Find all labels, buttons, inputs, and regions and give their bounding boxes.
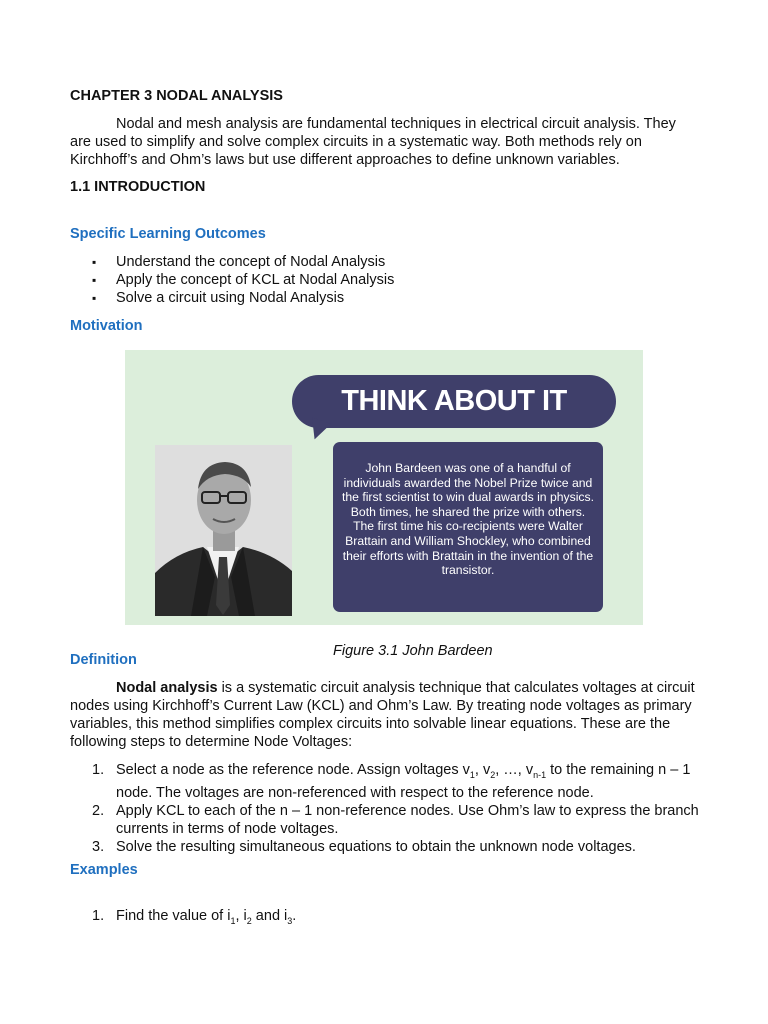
list-item: ▪ Apply the concept of KCL at Nodal Analysis [70, 271, 394, 289]
step-text: Solve the resulting simultaneous equations to obtain the unknown node voltages. [116, 838, 636, 855]
figure-caption: Figure 3.1 John Bardeen [333, 643, 493, 659]
step-text: , v [474, 762, 491, 778]
examples-heading: Examples [70, 862, 138, 878]
example-text: , i [235, 908, 247, 924]
examples-list [70, 907, 700, 930]
bubble-text: THINK ABOUT IT [341, 385, 567, 417]
step-text: to the remaining n – 1 node. The voltages are non-referenced with respect to the reference node. [116, 762, 691, 801]
definition-text: is a systematic circuit analysis technique that calculates voltages at circuit nodes using Kirchhoff’s Current Law (KCL) and Ohm’s Law. By treating node voltages as primary variables, this method simplifies complex circuits into solvable linear equations. These are the following steps to determine Node Voltages: [70, 680, 695, 750]
learning-outcomes-list [70, 253, 394, 307]
learning-outcomes-heading: Specific Learning Outcomes [70, 226, 266, 242]
chapter-title: CHAPTER 3 NODAL ANALYSIS [70, 88, 283, 104]
list-item: ▪ Solve a circuit using Nodal Analysis [70, 289, 394, 307]
intro-paragraph: Nodal and mesh analysis are fundamental techniques in electrical circuit analysis. They are used to simplify and solve complex circuits in a systematic way. Both methods rely on Kirchhoff’s and Ohm’s laws but use different approaches to define unknown variables. [70, 116, 676, 168]
list-item: ▪ Understand the concept of Nodal Analysis [70, 253, 394, 271]
subscript: 2 [246, 915, 252, 926]
subscript: 1 [230, 915, 236, 926]
section-heading: 1.1 INTRODUCTION [70, 179, 206, 195]
step-number: 1. [92, 762, 105, 778]
steps-list [70, 761, 700, 856]
list-item [70, 907, 700, 930]
example-text: and i [251, 908, 288, 924]
portrait-illustration [155, 445, 292, 616]
subscript: n-1 [533, 769, 547, 780]
list-item [70, 838, 700, 856]
step-text: Apply KCL to each of the n – 1 non-reference nodes. Use Ohm’s law to express the branch currents in terms of node voltages. [116, 802, 699, 837]
subscript: 1 [469, 769, 475, 780]
think-about-it-bubble [292, 375, 616, 428]
portrait-photo [155, 445, 292, 616]
info-box: John Bardeen was one of a handful of individuals awarded the Nobel Prize twice and the first scientist to win dual awards in physics. Both times, he shared the prize with others. The first time his co-recipients were Walter Brattain and William Shockley, who combined their efforts with Brattain in the invention of the transistor. [333, 442, 603, 612]
definition-paragraph [70, 679, 700, 751]
list-item [70, 761, 700, 802]
figure-john-bardeen [125, 350, 643, 625]
subscript: 3 [287, 915, 293, 926]
example-number: 1. [92, 908, 105, 924]
example-text: Find the value of i [116, 908, 231, 924]
list-item [70, 802, 700, 838]
step-number: 2. [92, 802, 105, 819]
subscript: 2 [490, 769, 496, 780]
motivation-heading: Motivation [70, 318, 143, 334]
step-number: 3. [92, 838, 105, 855]
step-text: Select a node as the reference node. Assign voltages v [116, 762, 470, 778]
definition-term: Nodal analysis [116, 680, 218, 696]
definition-heading: Definition [70, 652, 137, 668]
step-text: , …, v [495, 762, 534, 778]
example-text: . [292, 908, 297, 924]
